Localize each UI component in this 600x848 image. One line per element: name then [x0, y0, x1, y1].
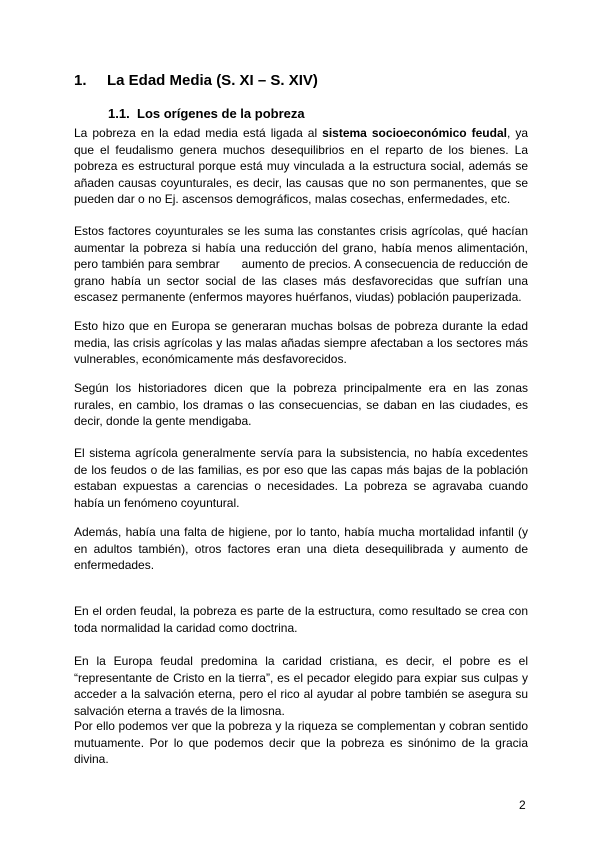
section-title: La Edad Media (S. XI – S. XIV): [107, 72, 318, 89]
paragraph-hygiene: [74, 524, 528, 574]
paragraph-europe-poverty: [74, 318, 528, 368]
paragraph-line: salvación eterna a través de la limosna.: [74, 703, 285, 718]
paragraph-line: divina.: [74, 752, 109, 766]
paragraph-christian-charity: [74, 653, 528, 719]
paragraph-line: pobreza es estructural porque está muy vinculada a la estructura social, además se: [74, 159, 528, 173]
paragraph-line: El sistema agrícola generalmente servía para la subsistencia, no había excedentes: [74, 446, 528, 460]
paragraph-agricultural-system: [74, 445, 528, 511]
paragraph-agricultural-crisis: [74, 223, 528, 306]
paragraph-line: toda normalidad la caridad como doctrina.: [74, 620, 298, 635]
section-heading: [74, 72, 318, 89]
paragraph-line: mutuamente. Por lo que podemos decir que la pobreza es sinónimo de la gracia: [74, 735, 528, 750]
paragraph-line: había un fenómeno coyuntural.: [74, 495, 240, 510]
paragraph-line: que el feudalismo genera muchos desequilibrios en el reparto de los bienes. La: [74, 142, 528, 157]
paragraph-line: escasez permanente (enfermos mayores huérfanos, viudas) población pauperizada.: [74, 290, 522, 304]
paragraph-line: de los feudos o de las familias, es por eso que las capas más bajas de la población: [74, 462, 528, 477]
paragraph-line: en adultos también), otros factores eran una dieta desequilibrada y aumento de: [74, 541, 528, 556]
subsection-title: Los orígenes de la pobreza: [137, 106, 305, 121]
paragraph-line: Por ello podemos ver que la pobreza y la riqueza se complementan y cobran sentido: [74, 719, 528, 733]
paragraph-line: [74, 125, 528, 142]
paragraph-line: pueden dar o no Ej. ascensos demográficos, malas cosechas, enfermedades, etc.: [74, 192, 511, 206]
paragraph-feudal-system: [74, 125, 528, 208]
paragraph-line: acceder a la salvación eterna, pero el rico al ayudar al pobre también se asegura su: [74, 687, 528, 701]
bold-phrase: sistema socioeconómico feudal: [322, 126, 507, 140]
paragraph-line: Según los historiadores dicen que la pobreza principalmente era en las zonas: [74, 381, 528, 395]
paragraph-line: Esto hizo que en Europa se generaran muchas bolsas de pobreza durante la edad: [74, 319, 528, 333]
paragraph-feudal-order: [74, 603, 528, 636]
paragraph-line: En la Europa feudal predomina la caridad cristiana, es decir, el pobre es el: [74, 654, 528, 668]
section-number: 1.: [74, 72, 87, 89]
subsection-heading: [108, 106, 305, 121]
paragraph-line: media, las crisis agrícolas y las malas añadas siempre afectaban a los sectores más: [74, 335, 528, 350]
text-fragment: , ya: [506, 126, 528, 140]
paragraph-line: Estos factores coyunturales se les suma las constantes crisis agrícolas, qué hacían: [74, 224, 528, 238]
text-fragment: La pobreza en la edad media está ligada al: [74, 126, 323, 140]
paragraph-line: rurales, en cambio, los dramas o las consecuencias, se daban en las ciudades, es: [74, 397, 528, 412]
paragraph-line: Además, había una falta de higiene, por lo tanto, había mucha mortalidad infantil (y: [74, 525, 528, 539]
subsection-number: 1.1.: [108, 106, 130, 121]
paragraph-historians: [74, 380, 528, 430]
paragraph-wealth-poverty: [74, 718, 528, 768]
paragraph-line: pero también para sembrar aumento de precios. A consecuencia de reducción de: [74, 257, 528, 271]
paragraph-line: vulnerables, económicamente más desfavorecidos.: [74, 352, 347, 366]
paragraph-line: enfermedades.: [74, 558, 155, 572]
page-number: 2: [519, 798, 526, 812]
paragraph-line: grano había un sector social de las clases más desfavorecidas que sufrían una: [74, 273, 528, 288]
paragraph-line: En el orden feudal, la pobreza es parte de la estructura, como resultado se crea con: [74, 604, 528, 618]
paragraph-line: estaban expuestas a carencias o necesidades. La pobreza se agravaba cuando: [74, 479, 528, 493]
paragraph-line: añaden causas coyunturales, es decir, las causas que no son permanentes, que se: [74, 175, 528, 190]
paragraph-line: “representante de Cristo en la tierra”, es el pecador elegido para expiar sus culpas y: [74, 670, 528, 685]
paragraph-line: aumentar la pobreza si había una reducción del grano, había menos alimentación,: [74, 240, 528, 255]
paragraph-line: decir, donde la gente mendigaba.: [74, 414, 252, 428]
